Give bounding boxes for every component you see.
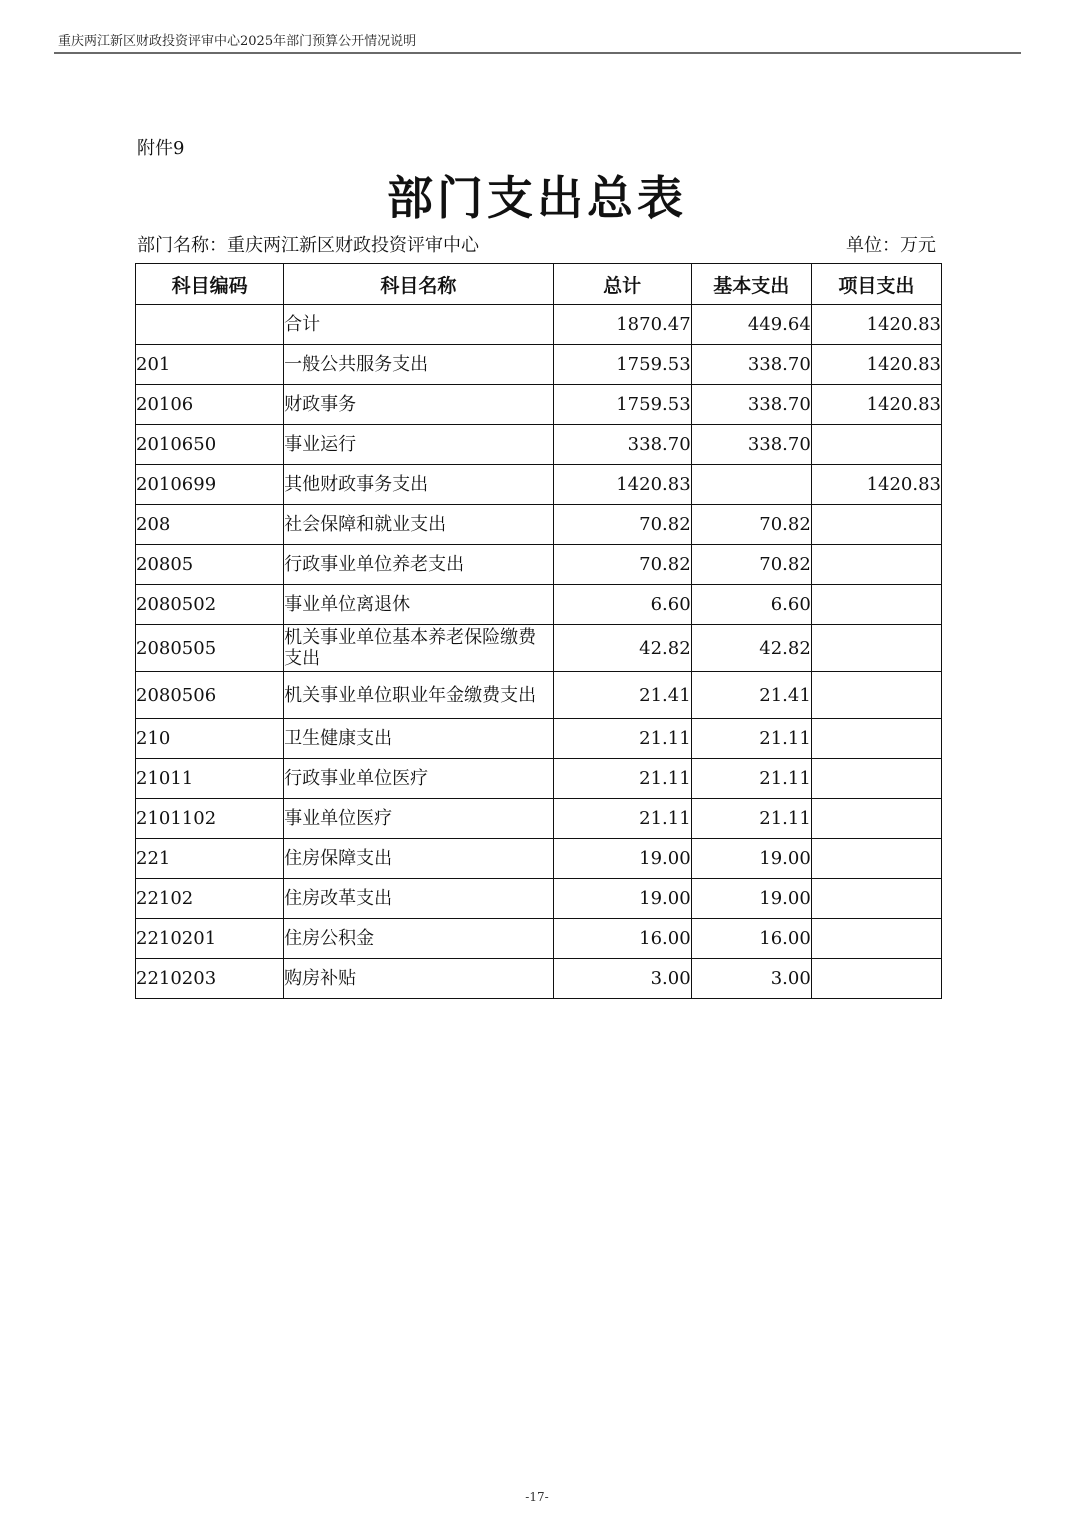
cell-name: 住房公积金	[284, 919, 553, 959]
table-row	[136, 839, 942, 879]
unit-label: 单位：万元	[846, 235, 936, 256]
cell-total: 6.60	[553, 585, 691, 625]
cell-total: 70.82	[553, 505, 691, 545]
cell-project	[811, 719, 941, 759]
cell-code: 2010699	[136, 465, 284, 505]
cell-name: 机关事业单位基本养老保险缴费支出	[284, 625, 553, 672]
cell-name: 卫生健康支出	[284, 719, 553, 759]
cell-total: 19.00	[553, 839, 691, 879]
table-row	[136, 465, 942, 505]
table-row	[136, 385, 942, 425]
cell-project	[811, 545, 941, 585]
column-header-project: 项目支出	[811, 264, 941, 305]
running-header: 重庆两江新区财政投资评审中心2025年部门预算公开情况说明	[58, 34, 417, 49]
table-row	[136, 425, 942, 465]
cell-name: 行政事业单位医疗	[284, 759, 553, 799]
table-row	[136, 545, 942, 585]
cell-project	[811, 839, 941, 879]
cell-total: 1420.83	[553, 465, 691, 505]
cell-basic: 338.70	[691, 385, 811, 425]
cell-name: 购房补贴	[284, 959, 553, 999]
table-row	[136, 672, 942, 719]
cell-name: 事业单位医疗	[284, 799, 553, 839]
cell-project	[811, 799, 941, 839]
cell-code: 21011	[136, 759, 284, 799]
cell-basic: 338.70	[691, 425, 811, 465]
cell-basic: 21.11	[691, 799, 811, 839]
cell-basic: 21.11	[691, 719, 811, 759]
table-row	[136, 719, 942, 759]
cell-basic	[691, 465, 811, 505]
cell-total: 338.70	[553, 425, 691, 465]
cell-total: 21.11	[553, 759, 691, 799]
table-row	[136, 959, 942, 999]
cell-name: 其他财政事务支出	[284, 465, 553, 505]
cell-project	[811, 425, 941, 465]
cell-total: 21.41	[553, 672, 691, 719]
cell-name: 事业运行	[284, 425, 553, 465]
page-title: 部门支出总表	[387, 171, 687, 225]
cell-code: 2101102	[136, 799, 284, 839]
cell-total: 1870.47	[553, 305, 691, 345]
department-name: 部门名称：重庆两江新区财政投资评审中心	[137, 235, 479, 256]
cell-project	[811, 759, 941, 799]
cell-total: 16.00	[553, 919, 691, 959]
cell-code: 221	[136, 839, 284, 879]
table-row	[136, 585, 942, 625]
cell-name: 住房保障支出	[284, 839, 553, 879]
table-row	[136, 759, 942, 799]
cell-code: 20805	[136, 545, 284, 585]
cell-name: 财政事务	[284, 385, 553, 425]
column-header-basic: 基本支出	[691, 264, 811, 305]
cell-code: 2080505	[136, 625, 284, 672]
cell-project: 1420.83	[811, 345, 941, 385]
cell-name: 事业单位离退休	[284, 585, 553, 625]
cell-code: 2210201	[136, 919, 284, 959]
table-row	[136, 879, 942, 919]
cell-code: 208	[136, 505, 284, 545]
cell-project	[811, 505, 941, 545]
cell-name: 合计	[284, 305, 553, 345]
header-rule	[54, 52, 1021, 54]
cell-name: 住房改革支出	[284, 879, 553, 919]
cell-total: 21.11	[553, 719, 691, 759]
cell-project	[811, 672, 941, 719]
table-row	[136, 505, 942, 545]
cell-code: 201	[136, 345, 284, 385]
cell-code: 22102	[136, 879, 284, 919]
cell-name: 机关事业单位职业年金缴费支出	[284, 672, 553, 719]
cell-basic: 3.00	[691, 959, 811, 999]
cell-code: 2210203	[136, 959, 284, 999]
cell-code	[136, 305, 284, 345]
cell-project	[811, 959, 941, 999]
attachment-label: 附件9	[137, 138, 185, 159]
cell-total: 42.82	[553, 625, 691, 672]
table-row-total	[136, 305, 942, 345]
cell-total: 1759.53	[553, 345, 691, 385]
cell-total: 21.11	[553, 799, 691, 839]
table-header-row	[136, 264, 942, 305]
cell-basic: 449.64	[691, 305, 811, 345]
cell-basic: 16.00	[691, 919, 811, 959]
cell-total: 3.00	[553, 959, 691, 999]
table-row	[136, 345, 942, 385]
table-row	[136, 799, 942, 839]
table-row	[136, 919, 942, 959]
cell-basic: 19.00	[691, 879, 811, 919]
cell-total: 1759.53	[553, 385, 691, 425]
cell-basic: 70.82	[691, 545, 811, 585]
cell-project: 1420.83	[811, 465, 941, 505]
cell-name: 行政事业单位养老支出	[284, 545, 553, 585]
table-row	[136, 625, 942, 672]
cell-project	[811, 919, 941, 959]
cell-project	[811, 879, 941, 919]
cell-basic: 21.41	[691, 672, 811, 719]
cell-code: 20106	[136, 385, 284, 425]
cell-project: 1420.83	[811, 385, 941, 425]
cell-basic: 19.00	[691, 839, 811, 879]
cell-project	[811, 625, 941, 672]
cell-name: 一般公共服务支出	[284, 345, 553, 385]
column-header-name: 科目名称	[284, 264, 553, 305]
column-header-code: 科目编码	[136, 264, 284, 305]
cell-total: 19.00	[553, 879, 691, 919]
cell-total: 70.82	[553, 545, 691, 585]
cell-project: 1420.83	[811, 305, 941, 345]
column-header-total: 总计	[553, 264, 691, 305]
cell-name: 社会保障和就业支出	[284, 505, 553, 545]
cell-basic: 6.60	[691, 585, 811, 625]
cell-project	[811, 585, 941, 625]
cell-basic: 70.82	[691, 505, 811, 545]
page-number: -17-	[525, 1490, 549, 1504]
expenditure-table	[135, 263, 942, 999]
cell-code: 2080506	[136, 672, 284, 719]
cell-basic: 338.70	[691, 345, 811, 385]
cell-code: 2010650	[136, 425, 284, 465]
cell-basic: 21.11	[691, 759, 811, 799]
cell-code: 2080502	[136, 585, 284, 625]
cell-basic: 42.82	[691, 625, 811, 672]
cell-code: 210	[136, 719, 284, 759]
